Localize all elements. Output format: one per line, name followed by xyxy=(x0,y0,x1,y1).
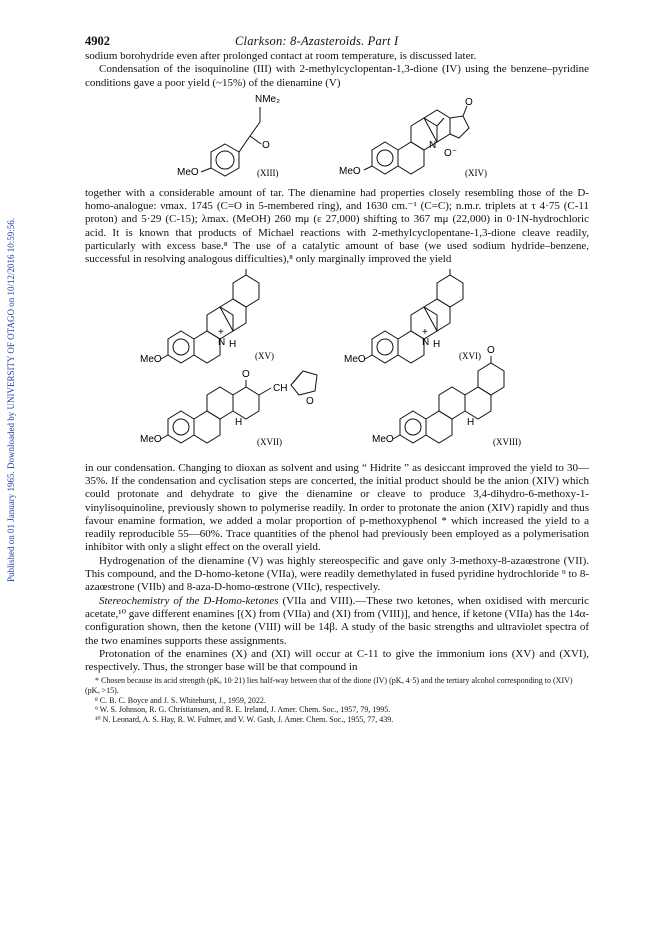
s17-hydrogen: H xyxy=(235,416,243,428)
footnotes xyxy=(85,676,589,724)
paragraph-2: Condensation of the isoquinoline (III) with 2-methylcyclopentan-1,3-dione (IV) using the benzene–pyridine conditions gave a poor yield (~15%) of the dienamine (V) xyxy=(85,63,589,89)
s14-oxygen: O xyxy=(465,96,473,108)
structure-label-xiii: (XIII) xyxy=(257,167,279,178)
structure-xviii xyxy=(372,345,521,447)
footnote-10: ¹⁰ N. Leonard, A. S. Hay, R. W. Fulmer, and V. W. Gash, J. Amer. Chem. Soc., 1955, 77, 439. xyxy=(95,714,394,724)
page-header xyxy=(85,34,589,50)
figure-structures-xiii-xiv xyxy=(85,90,589,182)
structure-label-xvi: (XVI) xyxy=(459,350,481,361)
s16-oxygen xyxy=(446,267,454,269)
structure-xiii xyxy=(177,94,280,178)
footnote-8: ⁸ C. B. C. Boyce and J. S. Whitehurst, J., 1959, 2022. xyxy=(95,695,266,705)
s17-ch: CH xyxy=(273,382,288,394)
s15-hydrogen: H xyxy=(229,338,237,350)
s14-meo: MeO xyxy=(339,165,361,177)
watermark-text: Published on 01 January 1965. Downloaded by UNIVERSITY OF OTAGO on 10/12/2016 10:59:56. xyxy=(6,218,16,582)
s15-plus: + xyxy=(218,326,224,338)
download-watermark xyxy=(0,120,22,680)
paragraph-5: Hydrogenation of the dienamine (V) was highly stereospecific and gave only 3-methoxy-8-azaœstrone (VII). This compound, and the D-homo-ketone (VIIa), were readily demethylated in fused pyridine hydrochloride ⁹ to 8-azaœstrone (VIIb) and 8-aza-D-homo-œstrone (VIIc), respectively. xyxy=(85,554,589,594)
s13-oxygen: O xyxy=(262,139,270,151)
paragraph-6 xyxy=(85,595,589,648)
s14-nitrogen: N xyxy=(429,139,437,151)
paragraph-4: in our condensation. Changing to dioxan as solvent and using “ Hidrite ” as desiccant improved the yield to 30—35%. If the condensation and cyclisation steps are concerted, the initial product should be the anion (XIV) which could protonate and dehydrate to give the dienamine or cleave to produce 3,4-dihydro-6-methoxy-1-vinylisoquinoline, previously shown to polymerise readily. In order to protonate the anion (XIV) rapidly and thus favour enamine formation, we added a molar proportion of p-methoxyphenol * which increased the yield to a readily reproducible 55—60%. Trace quantities of the phenol had previously been employed as a polymerisation inhibitor with only a slight effect on the overall yield. xyxy=(85,461,589,554)
paragraph-1: sodium borohydride even after prolonged contact at room temperature, is discussed later. xyxy=(85,50,477,62)
structure-xv xyxy=(140,267,274,365)
structure-label-xiv: (XIV) xyxy=(465,167,487,178)
paragraph-6-body: (VIIa and VIII).—These two ketones, when oxidised with mercuric acetate,¹⁰ gave different enamines [(X) from (VIIa) and (XI) from (VIII)], and hence, if ketone (VIIa) has the 14α-configuration shown, then the ketone (VIII) will be 14β. A study of the basic strengths and ultraviolet spectra of the two enamines supports these assignments. xyxy=(85,594,589,647)
s15-oxygen xyxy=(242,267,250,269)
s18-oxygen: O xyxy=(487,344,495,356)
paper-page xyxy=(85,34,589,724)
s17-meo: MeO xyxy=(140,433,162,445)
section-heading-stereochemistry: Stereochemistry of the D-Homo-ketones xyxy=(99,594,279,607)
footnote-9: ⁹ W. S. Johnson, R. G. Christiansen, and R. E. Ireland, J. Amer. Chem. Soc., 1957, 79, 1995. xyxy=(95,705,391,715)
s17-oxygen-2: O xyxy=(306,395,314,407)
structure-label-xv: (XV) xyxy=(255,350,274,361)
s13-nme2: NMe₂ xyxy=(255,93,280,105)
s13-meo: MeO xyxy=(177,166,199,178)
s18-hydrogen: H xyxy=(467,416,475,428)
structure-xiv xyxy=(339,97,487,178)
footnote-star: * Chosen because its acid strength (pKₐ 10·21) lies half-way between that of the dione (IV) (pKₐ 4·5) and the tertiary alcohol corresponding to (XIV) (pKₐ >15). xyxy=(85,676,573,696)
structure-xvii xyxy=(140,369,317,447)
s16-nitrogen: N xyxy=(422,336,430,348)
structure-label-xvii: (XVII) xyxy=(257,436,282,447)
s18-meo: MeO xyxy=(372,433,394,445)
paragraph-3: together with a considerable amount of tar. The dienamine had properties closely resembling those of the D-homo-analogue: νmax. 1745 (C=O in 5-membered ring), and 1630 cm.⁻¹ (C=C); n.m.r. triplets at τ 4·75 (C-11 proton) and 5·29 (C-15); λmax. (MeOH) 260 mμ (ε 27,000) shifting to 367 mμ (22,000) in 0·1N-hydrochloric acid. It is known that products of Michael reactions with 2-methylcyclopentane-1,3-dione cleave readily, particularly with excess base.⁸ The use of a catalytic amount of base (we used sodium hydride–benzene, successful in resolving analogous difficulties),⁸ only marginally improved the yield xyxy=(85,186,589,266)
page-number: 4902 xyxy=(85,34,110,48)
structure-xvi xyxy=(344,267,481,365)
paragraph-7: Protonation of the enamines (X) and (XI) will occur at C-11 to give the immonium ions (XV) and (XVI), respectively. Thus, the stronger base will be that compound in xyxy=(85,647,589,674)
s15-meo: MeO xyxy=(140,353,162,365)
s15-nitrogen: N xyxy=(218,336,226,348)
figure-structures-xv-xviii xyxy=(85,267,589,457)
s17-oxygen-1: O xyxy=(242,368,250,380)
s16-plus: + xyxy=(422,326,428,338)
s14-oxide: O⁻ xyxy=(444,147,458,159)
s16-meo: MeO xyxy=(344,353,366,365)
s16-hydrogen: H xyxy=(433,338,441,350)
running-title: Clarkson: 8-Azasteroids. Part I xyxy=(235,34,399,48)
structure-label-xviii: (XVIII) xyxy=(493,436,521,447)
